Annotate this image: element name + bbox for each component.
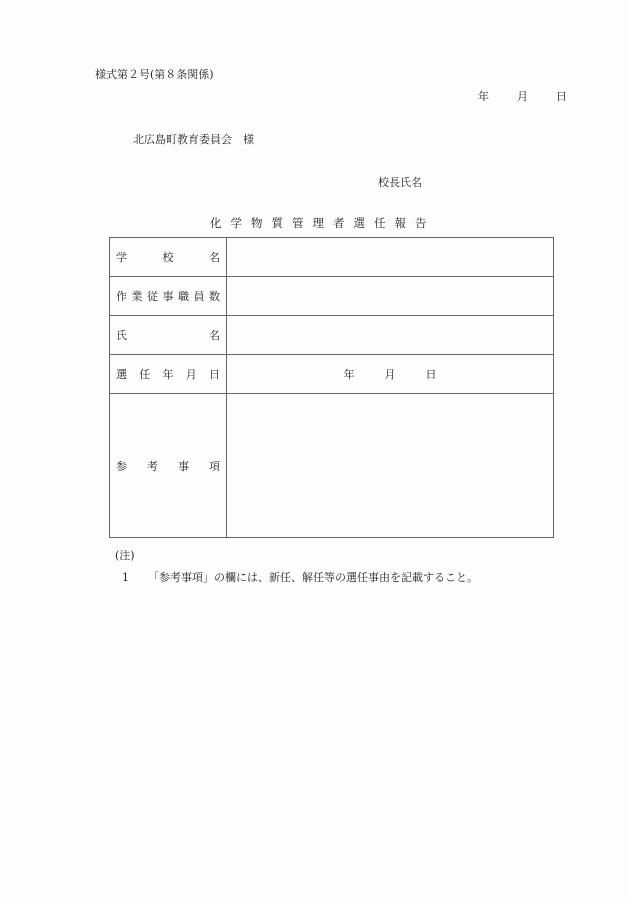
field-name[interactable] xyxy=(227,316,554,355)
date-year: 年 xyxy=(478,90,489,103)
table-row-appointment-date xyxy=(110,355,554,394)
note-number: 1 xyxy=(122,571,129,584)
field-appointment-date[interactable]: 年 月 日 xyxy=(227,355,554,394)
report-date xyxy=(478,88,567,104)
label-remarks: 参 考 事 項 xyxy=(110,394,227,538)
table-row-school-name xyxy=(110,238,554,277)
note-text: 「参考事項」の欄には、新任、解任等の選任事由を記載すること。 xyxy=(148,571,478,584)
table-row-remarks xyxy=(110,394,554,538)
label-staff-count: 作 業 従 事 職 員 数 xyxy=(110,277,227,316)
field-staff-count[interactable] xyxy=(227,277,554,316)
notes-heading: (注) xyxy=(115,549,135,562)
addressee: 北広島町教育委員会 様 xyxy=(133,133,254,146)
table-row-name xyxy=(110,316,554,355)
label-name: 氏 名 xyxy=(110,316,227,355)
form-number: 様式第２号(第８条関係) xyxy=(95,68,214,81)
date-day: 日 xyxy=(556,90,567,103)
label-school-name: 学 校 名 xyxy=(110,238,227,277)
document-title: 化学物質管理者選任報告 xyxy=(210,216,436,230)
date-month: 月 xyxy=(517,90,528,103)
report-form-table xyxy=(109,237,554,538)
field-school-name[interactable] xyxy=(227,238,554,277)
field-remarks[interactable] xyxy=(227,394,554,538)
label-appointment-date: 選 任 年 月 日 xyxy=(110,355,227,394)
table-row-staff-count xyxy=(110,277,554,316)
note-item xyxy=(122,569,478,585)
principal-name-label: 校長氏名 xyxy=(378,176,422,189)
